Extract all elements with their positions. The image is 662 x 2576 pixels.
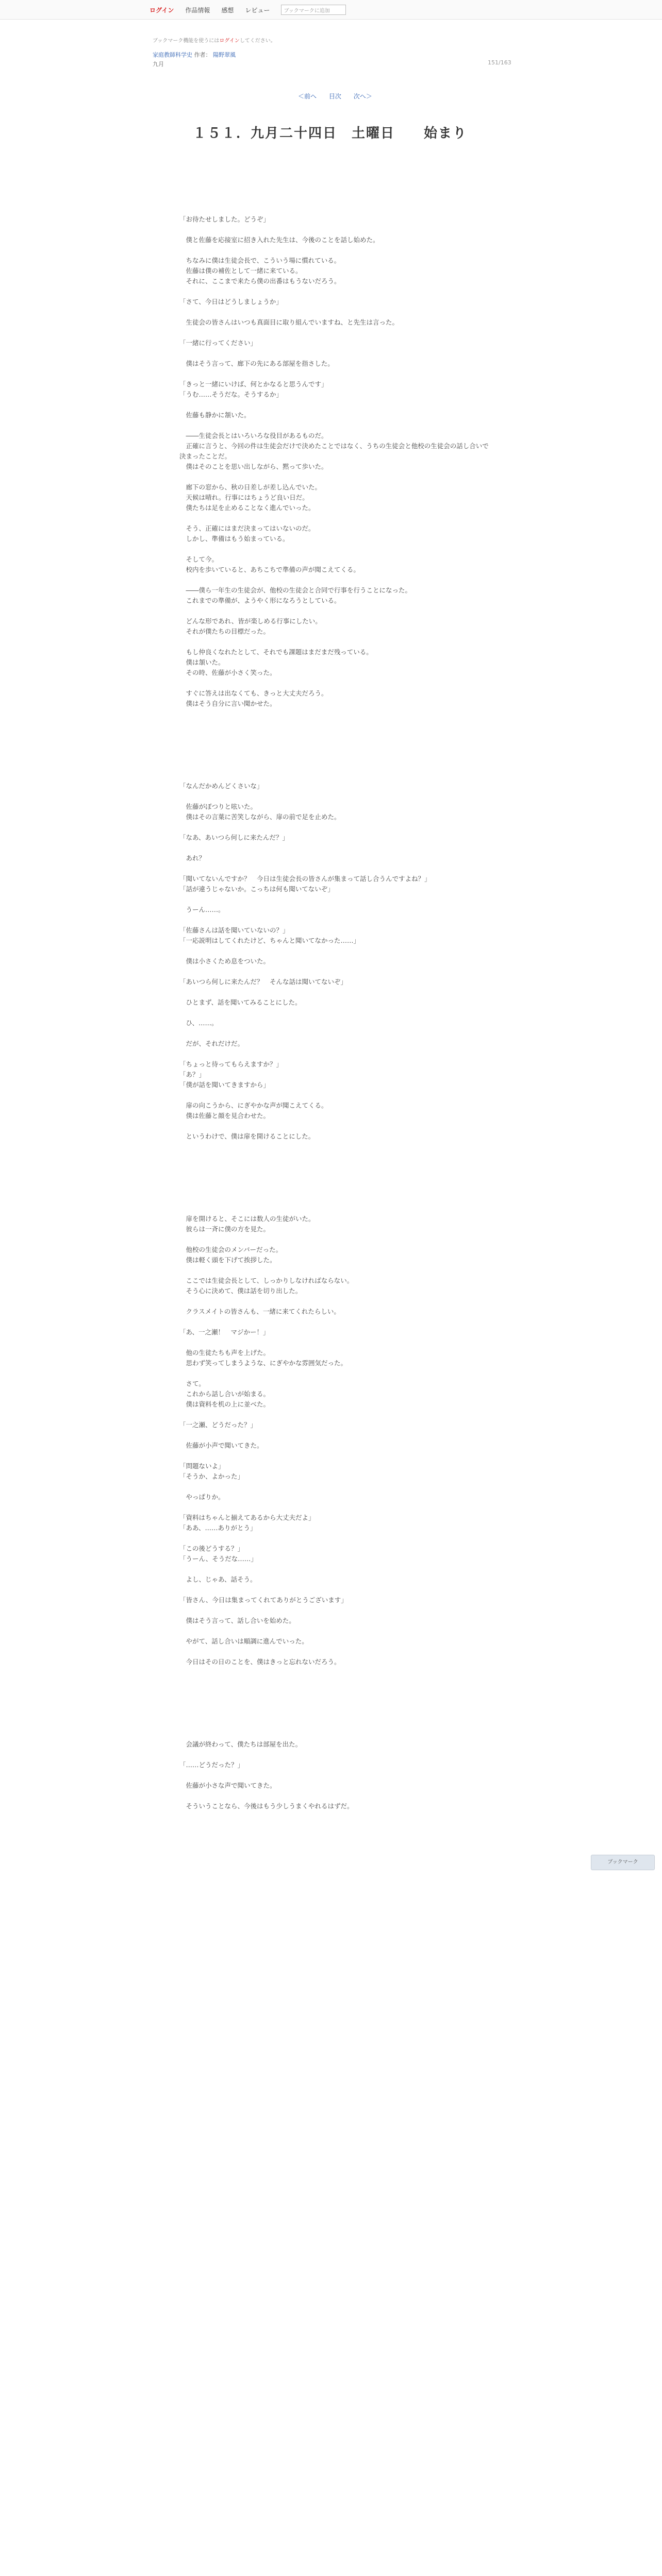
paragraph-spacer [179,1750,489,1760]
body-paragraph: 「そうか、よかった」 [179,1472,244,1480]
body-paragraph: そして今。 [179,555,219,563]
body-paragraph: それが僕たちの目標だった。 [179,628,270,635]
body-paragraph: 「さて、今日はどうしましょうか」 [179,298,283,306]
body-paragraph: 思わず笑ってしまうような、にぎやかな雰囲気だった。 [179,1359,347,1367]
paragraph-spacer [179,472,489,482]
paragraph-spacer [179,894,489,905]
top-navigation-inner [150,0,346,20]
notice-prefix: ブックマーク機能を使うには [153,38,220,44]
body-paragraph: ちなみに僕は生徒会長で、こういう場に慣れている。 [179,257,341,264]
table-of-contents-link[interactable]: 目次 [328,93,341,100]
body-paragraph: 僕はそう言って、廊下の先にある部屋を指さした。 [179,360,334,367]
paragraph-spacer [179,1482,489,1492]
paragraph-spacer [179,1317,489,1327]
chapter-title: １５１．九月二十四日 土曜日 始まり [192,126,467,141]
body-paragraph: ――僕ら一年生の生徒会が、他校の生徒会と合同で行事を行うことになった。 [179,586,412,594]
body-paragraph: クラスメイトの皆さんも、一緒に来てくれたらしい。 [179,1308,340,1315]
body-paragraph: 僕は小さくため息をついた。 [179,957,270,965]
body-paragraph: 佐藤は僕の補佐として一緒に来ている。 [179,267,302,275]
top-navigation-bar [0,0,662,20]
novel-info-link[interactable]: 作品情報 [185,6,210,14]
author-label: 作者： [194,52,211,58]
paragraph-spacer [179,987,489,997]
paragraph-spacer [179,513,489,523]
body-paragraph: やっぱりか。 [179,1493,225,1501]
paragraph-spacer [179,1008,489,1018]
body-paragraph: これまでの準備が、ようやく形になろうとしている。 [179,597,341,604]
paragraph-spacer [179,637,489,647]
body-paragraph: 僕はその言葉に苦笑しながら、扉の前で足を止めた。 [179,813,341,821]
paragraph-spacer [179,1049,489,1059]
novel-info [153,50,236,69]
body-paragraph: 扉を開けると、そこには数人の生徒がいた。 [179,1215,315,1223]
body-paragraph: 「なんだかめんどくさいな」 [179,782,263,790]
body-paragraph: 「ちょっと待ってもらえますか？」 [179,1060,283,1068]
bookmark-login-notice [153,36,276,44]
section-break [179,1667,489,1739]
body-paragraph: それに、ここまで来たら僕の出番はもうないだろう。 [179,277,341,285]
body-paragraph: ここでは生徒会長として、しっかりしなければならない。 [179,1277,354,1284]
body-paragraph: 「この後どうする？」 [179,1545,244,1552]
novel-body [179,214,489,1811]
paragraph-spacer [179,967,489,977]
paragraph-spacer [179,1605,489,1616]
body-paragraph: ひ、……。 [179,1019,218,1027]
body-paragraph: というわけで、僕は扉を開けることにした。 [179,1132,315,1140]
paragraph-spacer [179,1626,489,1636]
body-paragraph: もし仲良くなれたとして、それでも課題はまだまだ残っている。 [179,648,373,656]
paragraph-spacer [179,1090,489,1100]
next-episode-link[interactable]: 次へ＞ [353,93,372,100]
paragraph-spacer [179,1121,489,1131]
paragraph-spacer [179,420,489,431]
paragraph-spacer [179,1410,489,1420]
chapter-name: 九月 [153,61,164,67]
paragraph-spacer [179,1533,489,1544]
body-paragraph: 他の生徒たちも声を上げた。 [179,1349,270,1357]
impressions-link[interactable]: 感想 [221,6,234,14]
paragraph-spacer [179,328,489,338]
bookmark-add-button[interactable]: ブックマークに追加 [281,5,346,15]
body-paragraph: 「……どうだった？」 [179,1761,244,1769]
body-paragraph: 佐藤が小声で聞いてきた。 [179,1442,263,1449]
body-paragraph: 会議が終わって、僕たちは部屋を出た。 [179,1740,302,1748]
body-paragraph: 「うーん、そうだな……」 [179,1555,257,1563]
body-paragraph: 「きっと一緒にいけば、何とかなると思うんです」 [179,380,328,388]
paragraph-spacer [179,863,489,874]
series-title-link[interactable]: 家庭教師科学史 [153,52,192,58]
body-paragraph: どんな形であれ、皆が楽しめる行事にしたい。 [179,617,322,625]
paragraph-spacer [179,946,489,956]
paragraph-spacer [179,1234,489,1245]
body-paragraph: 僕は軽く頭を下げて挨拶した。 [179,1256,276,1264]
body-paragraph: 扉の向こうから、にぎやかな声が聞こえてくる。 [179,1101,328,1109]
body-paragraph: 「あ？」 [179,1071,206,1078]
paragraph-spacer [179,1337,489,1348]
paragraph-spacer [179,400,489,410]
body-paragraph: 「お待たせしました。どうぞ」 [179,215,270,223]
body-paragraph: 僕は資料を机の上に並べた。 [179,1400,270,1408]
body-paragraph: そういうことなら、今後はもう少しうまくやれるはずだ。 [179,1802,354,1810]
body-paragraph: 「聞いてないんですか？ 今日は生徒会長の皆さんが集まって話し合うんですよね？」 [179,875,431,883]
paragraph-spacer [179,822,489,833]
body-paragraph: 僕は頷いた。 [179,658,225,666]
body-paragraph: 僕はそう自分に言い聞かせた。 [179,700,276,707]
body-paragraph: やがて、話し合いは順調に進んでいった。 [179,1637,308,1645]
episode-pager [293,92,377,100]
body-paragraph: 「なあ、あいつら何しに来たんだ？」 [179,834,289,841]
notice-login-link[interactable]: ログイン [219,38,240,44]
body-paragraph: すぐに答えは出なくても、きっと大丈夫だろう。 [179,689,328,697]
paragraph-spacer [179,1028,489,1039]
prev-episode-link[interactable]: ＜前へ [298,93,317,100]
paragraph-spacer [179,1296,489,1307]
body-paragraph: 「皆さん、今日は集まってくれてありがとうございます」 [179,1596,347,1604]
page-counter: 151/163 [488,59,511,66]
body-paragraph: 僕はそのことを思い出しながら、黙って歩いた。 [179,463,328,470]
review-link[interactable]: レビュー [245,6,270,14]
paragraph-spacer [179,1430,489,1440]
body-paragraph: 「佐藤さんは話を聞いていないの？」 [179,926,289,934]
paragraph-spacer [179,1564,489,1574]
body-paragraph: 彼らは一斉に僕の方を見た。 [179,1225,270,1233]
body-paragraph: 「一緒に行ってください」 [179,339,257,347]
paragraph-spacer [179,348,489,359]
paragraph-spacer [179,915,489,925]
body-paragraph: 生徒会の皆さんはいつも真面目に取り組んでいますね、と先生は言った。 [179,318,399,326]
body-paragraph: さて。 [179,1380,205,1387]
body-paragraph: 「僕が話を聞いてきますから」 [179,1081,270,1089]
paragraph-spacer [179,245,489,256]
body-paragraph: 「うむ……そうだな。そうするか」 [179,391,283,398]
body-paragraph: これから話し合いが始まる。 [179,1390,270,1398]
body-paragraph: 僕たちは足を止めることなく進んでいった。 [179,504,315,512]
body-paragraph: しかし、準備はもう始まっている。 [179,535,289,543]
paragraph-spacer [179,1791,489,1801]
paragraph-spacer [179,544,489,554]
body-paragraph: 僕と佐藤を応接室に招き入れた先生は、今後のことを話し始めた。 [179,236,379,244]
paragraph-spacer [179,369,489,379]
body-paragraph: 「問題ないよ」 [179,1462,225,1470]
paragraph-spacer [179,1368,489,1379]
body-paragraph: 「あいつら何しに来たんだ？ そんな話は聞いてないぞ」 [179,978,347,986]
body-paragraph: 「ああ、……ありがとう」 [179,1524,257,1532]
body-paragraph: 佐藤も静かに頷いた。 [179,411,251,419]
body-paragraph: 「一之瀬、どうだった？」 [179,1421,257,1429]
body-paragraph: 天候は晴れ。行事にはちょうど良い日だ。 [179,494,309,501]
body-paragraph: あれ？ [179,854,206,862]
body-paragraph: 今日はその日のことを、僕はきっと忘れないだろう。 [179,1658,341,1666]
paragraph-spacer [179,606,489,616]
body-paragraph: 校内を歩いていると、あちこちで準備の声が聞こえてくる。 [179,566,360,573]
body-paragraph: 佐藤が小さな声で聞いてきた。 [179,1782,276,1789]
notice-suffix: してください。 [239,38,276,44]
body-paragraph: 「一応説明はしてくれたけど、ちゃんと聞いてなかった……」 [179,937,360,944]
paragraph-spacer [179,1647,489,1657]
body-paragraph: そう心に決めて、僕は話を切り出した。 [179,1287,302,1295]
paragraph-spacer [179,1265,489,1276]
floating-bookmark-button[interactable]: ブックマーク [591,1855,655,1870]
paragraph-spacer [179,307,489,317]
section-break [179,1142,489,1214]
paragraph-spacer [179,678,489,688]
body-paragraph: その時、佐藤が小さく笑った。 [179,669,276,676]
section-break [179,709,489,781]
paragraph-spacer [179,1770,489,1781]
paragraph-spacer [179,1585,489,1595]
body-paragraph: だが、それだけだ。 [179,1040,244,1047]
paragraph-spacer [179,1502,489,1513]
body-paragraph: ――生徒会長とはいろいろな役目があるものだ。 [179,432,328,439]
body-paragraph: よし、じゃあ、話そう。 [179,1575,257,1583]
paragraph-spacer [179,575,489,585]
body-paragraph: 廊下の窓から、秋の日差しが差し込んでいた。 [179,483,322,491]
paragraph-spacer [179,286,489,297]
body-paragraph: ひとまず、話を聞いてみることにした。 [179,998,302,1006]
paragraph-spacer [179,791,489,802]
body-paragraph: 「話が違うじゃないか。こっちは何も聞いてないぞ」 [179,885,334,893]
body-paragraph: うーん……。 [179,906,225,913]
body-paragraph: 「資料はちゃんと揃えてあるから大丈夫だよ」 [179,1514,315,1521]
author-link[interactable]: 陽野翠風 [213,52,236,58]
body-paragraph: 僕は佐藤と顔を見合わせた。 [179,1112,270,1120]
login-link[interactable]: ログイン [150,6,174,14]
body-paragraph: 僕はそう言って、話し合いを始めた。 [179,1617,295,1624]
paragraph-spacer [179,1451,489,1461]
body-paragraph: 佐藤がぽつりと呟いた。 [179,803,257,810]
body-paragraph: 正確に言うと、今回の件は生徒会だけで決めたことではなく、うちの生徒会と他校の生徒会の話し合いで決まったことだ。 [179,442,489,460]
body-paragraph: 「あ、一之瀬！ マジかー！」 [179,1328,270,1336]
paragraph-spacer [179,225,489,235]
paragraph-spacer [179,843,489,853]
body-paragraph: そう、正確にはまだ決まってはいないのだ。 [179,524,315,532]
body-paragraph: 他校の生徒会のメンバーだった。 [179,1246,283,1253]
